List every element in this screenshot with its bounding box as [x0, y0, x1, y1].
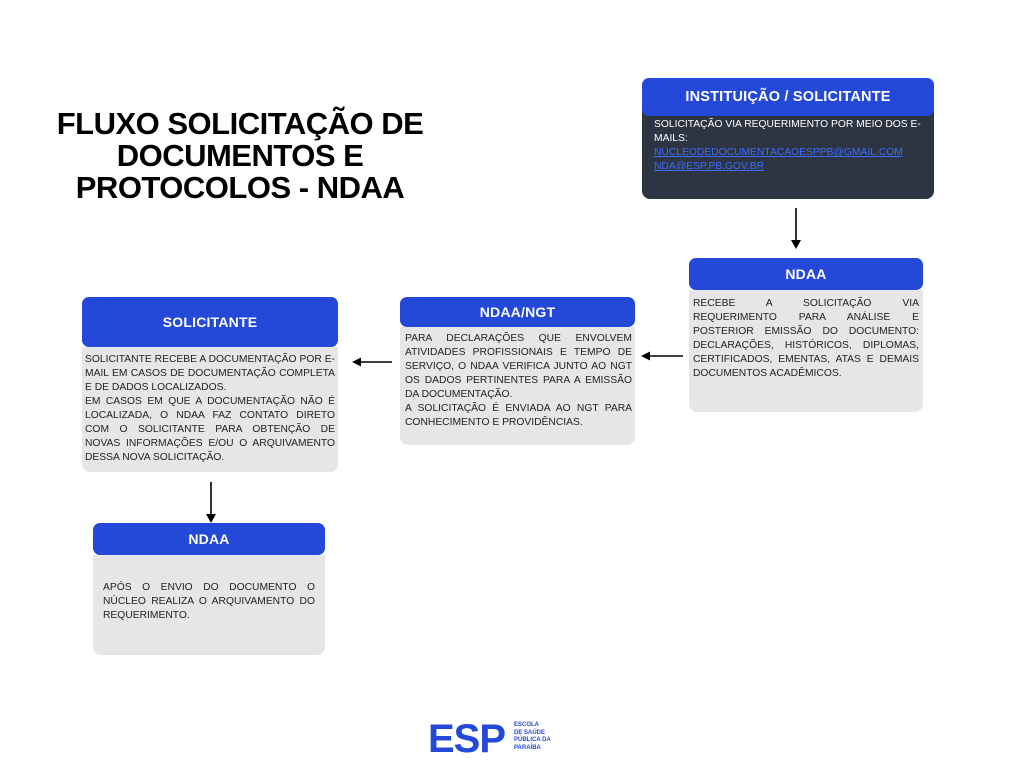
arrow-left-1: [641, 350, 683, 362]
arrow-left-2: [352, 356, 392, 368]
esp-logo-line-4: PARAÍBA: [514, 744, 541, 751]
ndaa-ngt-text-2: A SOLICITAÇÃO É ENVIADA AO NGT PARA CONHECIMENTO E PROVIDÊNCIAS.: [405, 403, 632, 428]
solicitante-header: SOLICITANTE: [82, 297, 338, 347]
solicitante-text-2: EM CASOS EM QUE A DOCUMENTAÇÃO NÃO É LOCALIZADA, O NDAA FAZ CONTATO DIRETO COM O SOLICITANTE PARA OBTENÇÃO DE NOVAS INFORMAÇÕES E/OU O ARQUIVAMENTO DESSA NOVA SOLICITAÇÃO.: [85, 396, 335, 463]
ndaa-ngt-text-1: PARA DECLARAÇÕES QUE ENVOLVEM ATIVIDADES PROFISSIONAIS E TEMPO DE SERVIÇO, O NDAA VERIFICA JUNTO AO NGT OS DADOS PERTINENTES PARA A EMISSÃO DA DOCUMENTAÇÃO.: [405, 333, 632, 400]
esp-logo-line-2: DE SAÚDE: [514, 729, 546, 736]
esp-logo-line-3: PÚBLICA DA: [514, 737, 551, 743]
ndaa-ngt-header: NDAA/NGT: [400, 297, 635, 327]
arrow-down-1: [789, 208, 803, 250]
ndaa-ngt-body: [400, 327, 635, 445]
instituicao-body: [642, 110, 934, 199]
solicitante-body: [82, 347, 338, 472]
page-title: FLUXO SOLICITAÇÃO DE DOCUMENTOS E PROTOCOLOS - NDAA: [56, 106, 424, 205]
instituicao-text: SOLICITAÇÃO VIA REQUERIMENTO POR MEIO DOS E-MAILS:: [654, 119, 921, 144]
instituicao-header: INSTITUIÇÃO / SOLICITANTE: [642, 78, 934, 116]
ndaa-ngt-box: [400, 297, 635, 445]
ndaa-receive-header: NDAA: [689, 258, 923, 290]
esp-logo-text: [514, 722, 551, 752]
ndaa-archive-body: [93, 555, 325, 655]
solicitante-box: [82, 297, 338, 472]
arrow-down-2: [204, 482, 218, 524]
email-link-2[interactable]: NDA@ESP.PB.GOV.BR: [654, 161, 765, 172]
ndaa-archive-box: [93, 523, 325, 655]
esp-logo-mark: ESP: [428, 717, 506, 761]
email-link-1[interactable]: NUCLEODEDOCUMENTACAOESPPB@GMAIL.COM: [654, 147, 903, 158]
ndaa-receive-box: [689, 258, 923, 412]
instituicao-box: [642, 78, 934, 199]
ndaa-archive-header: NDAA: [93, 523, 325, 555]
ndaa-archive-text: APÓS O ENVIO DO DOCUMENTO O NÚCLEO REALIZA O ARQUIVAMENTO DO REQUERIMENTO.: [103, 582, 315, 621]
esp-logo: [428, 717, 568, 761]
ndaa-receive-text: RECEBE A SOLICITAÇÃO VIA REQUERIMENTO PARA ANÁLISE E POSTERIOR EMISSÃO DO DOCUMENTO: DECLARAÇÕES, HISTÓRICOS, DIPLOMAS, CERTIFICADOS, EMENTAS, ATAS E DEMAIS DOCUMENTOS ACADÊMICOS.: [693, 298, 919, 379]
ndaa-receive-body: [689, 290, 923, 412]
solicitante-text-1: SOLICITANTE RECEBE A DOCUMENTAÇÃO POR E-MAIL EM CASOS DE DOCUMENTAÇÃO COMPLETA E DE DADOS LOCALIZADOS.: [85, 354, 335, 393]
esp-logo-line-1: ESCOLA: [514, 722, 540, 728]
